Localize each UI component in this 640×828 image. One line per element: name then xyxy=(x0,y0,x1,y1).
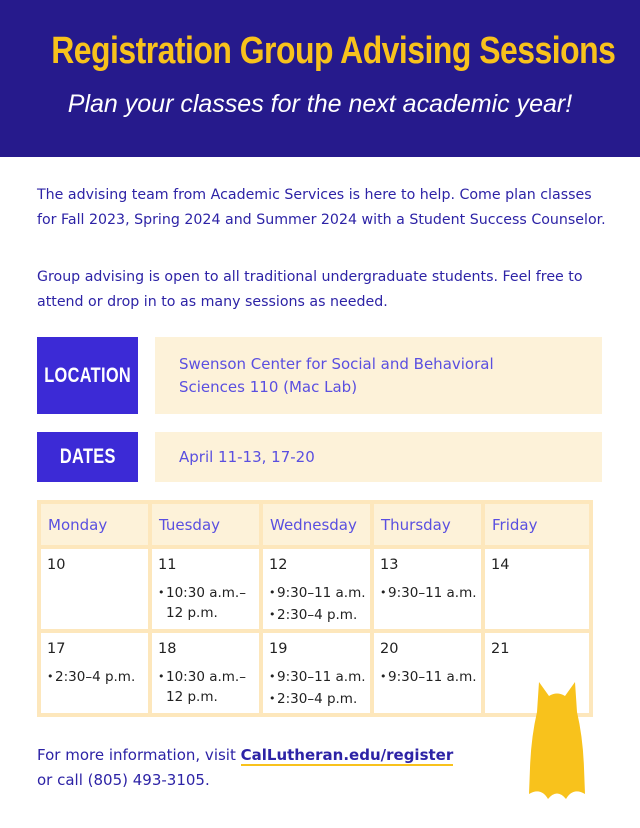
session-time: • 9:30–11 a.m. xyxy=(269,667,370,687)
location-value xyxy=(155,337,602,414)
calendar-week-row xyxy=(41,549,589,629)
day-header: Thursday xyxy=(374,504,481,545)
calendar-day-cell xyxy=(374,549,481,629)
calendar-day-cell xyxy=(41,633,148,713)
calendar-date: 10 xyxy=(47,557,66,573)
calendar-week-row xyxy=(41,633,589,713)
page-subtitle: Plan your classes for the next academic year! xyxy=(67,90,573,118)
session-time: • 9:30–11 a.m. xyxy=(380,667,481,687)
session-times xyxy=(158,583,259,623)
session-times xyxy=(269,667,370,709)
session-time: • 9:30–11 a.m. xyxy=(380,583,481,603)
session-times xyxy=(269,583,370,625)
dates-value-text: April 11-13, 17-20 xyxy=(179,447,315,466)
calendar-day-cell xyxy=(152,633,259,713)
day-header: Tuesday xyxy=(152,504,259,545)
calendar-day-cell xyxy=(152,549,259,629)
mascot-silhouette-icon xyxy=(529,678,585,800)
session-time: • 10:30 a.m.– 12 p.m. xyxy=(158,583,259,623)
register-link[interactable]: CalLutheran.edu/register xyxy=(240,746,454,764)
day-header: Friday xyxy=(485,504,589,545)
calendar-date: 14 xyxy=(491,557,510,573)
page-title: Registration Group Advising Sessions xyxy=(51,30,616,72)
contact-info xyxy=(37,743,453,793)
contact-text: For more information, visit xyxy=(37,746,241,764)
session-time: • 10:30 a.m.– 12 p.m. xyxy=(158,667,259,707)
session-calendar xyxy=(37,500,593,717)
intro-text-2 xyxy=(37,265,607,315)
header-banner xyxy=(0,0,640,157)
calendar-day-cell xyxy=(41,549,148,629)
session-time: • 2:30–4 p.m. xyxy=(269,605,370,625)
session-times xyxy=(380,667,481,687)
day-header: Monday xyxy=(41,504,148,545)
calendar-day-cell xyxy=(263,549,370,629)
location-line-1: Swenson Center for Social and Behavioral xyxy=(179,354,494,373)
calendar-date: 18 xyxy=(158,641,177,657)
calendar-date: 11 xyxy=(158,557,177,573)
calendar-date: 13 xyxy=(380,557,399,573)
intro-paragraph-1: The advising team from Academic Services is here to help. Come plan classes for Fall 2023, Spring 2024 and Summer 2024 with a Student Success Counselor. xyxy=(37,187,606,228)
intro-paragraph-2: Group advising is open to all traditional undergraduate students. Feel free to attend or drop in to as many sessions as needed. xyxy=(37,269,583,310)
calendar-day-cell xyxy=(485,549,589,629)
location-label xyxy=(37,337,138,414)
calendar-day-cell xyxy=(374,633,481,713)
calendar-date: 17 xyxy=(47,641,66,657)
calendar-date: 12 xyxy=(269,557,288,573)
dates-value xyxy=(155,432,602,482)
session-time: • 2:30–4 p.m. xyxy=(269,689,370,709)
calendar-date: 19 xyxy=(269,641,288,657)
dates-label-text: DATES xyxy=(59,445,116,468)
session-time: • 2:30–4 p.m. xyxy=(47,667,148,687)
session-time: • 9:30–11 a.m. xyxy=(269,583,370,603)
session-times xyxy=(47,667,148,687)
location-line-2: Sciences 110 (Mac Lab) xyxy=(179,377,358,396)
dates-label xyxy=(37,432,138,482)
session-times xyxy=(380,583,481,603)
contact-phone: or call (805) 493-3105. xyxy=(37,771,210,789)
intro-text xyxy=(37,183,607,233)
location-label-text: LOCATION xyxy=(44,363,131,387)
calendar-date: 21 xyxy=(491,641,510,657)
calendar-date: 20 xyxy=(380,641,399,657)
day-header: Wednesday xyxy=(263,504,370,545)
calendar-day-cell xyxy=(263,633,370,713)
session-times xyxy=(158,667,259,707)
calendar-header-row xyxy=(41,504,589,545)
